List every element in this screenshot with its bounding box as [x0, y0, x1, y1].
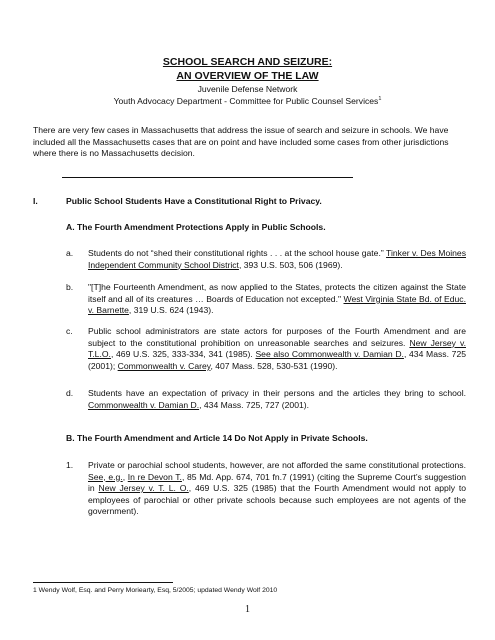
case-citation: West Virginia State Bd. of Educ. v. Barnette	[88, 293, 466, 316]
list-item-c	[66, 326, 466, 372]
list-marker: a.	[66, 248, 74, 258]
item-text: Students have an expectation of privacy in their persons and the articles they bring to school.	[88, 388, 466, 398]
case-citation: See also Commonwealth v. Damian D.	[255, 349, 404, 360]
item-text: , 434 Mass. 725, 727 (2001).	[199, 399, 310, 410]
section-divider	[62, 177, 353, 178]
item-text: , 469 U.S. 325, 333-334, 341 (1985).	[110, 349, 256, 360]
list-marker: b.	[66, 282, 74, 292]
list-item-text	[88, 248, 466, 271]
list-marker: c.	[66, 326, 73, 336]
department-line	[0, 96, 495, 106]
item-text: , 407 Mass. 528, 530-531 (1990).	[210, 360, 338, 371]
section-number: I.	[33, 196, 38, 206]
list-marker: 1.	[66, 460, 74, 470]
list-item-text	[88, 388, 466, 411]
case-citation: Tinker v. Des Moines Independent Community School District	[88, 248, 466, 270]
item-text: , 469 U.S. 325 (1985) that the Fourth Amendment would not apply to employees of parochial or other private schools because such employees are not agents of the government).	[88, 483, 467, 517]
case-citation: See, e.g.	[88, 471, 123, 482]
item-text: Students do not “shed their constitutional rights . . . at the school house gate.”	[88, 248, 384, 258]
list-item-d	[66, 388, 466, 411]
footnote-divider	[33, 582, 173, 583]
case-citation: In re Devon T.	[127, 471, 182, 482]
page-number: 1	[245, 604, 250, 615]
document-title-line1: SCHOOL SEARCH AND SEIZURE:	[162, 56, 333, 68]
item-text: , 319 U.S. 624 (1943).	[128, 305, 214, 316]
list-item-text	[88, 282, 466, 317]
list-item-1	[66, 460, 466, 518]
subsection-a-heading: A. The Fourth Amendment Protections Apply in Public Schools.	[66, 222, 326, 232]
case-citation: New Jersey v. T.L.O.	[88, 337, 466, 360]
footnote	[33, 587, 277, 594]
document-title-line2: AN OVERVIEW OF THE LAW	[176, 70, 319, 82]
department-name: Youth Advocacy Department - Committee for Public Counsel Services	[113, 96, 379, 106]
case-citation: New Jersey v. T. L. O.	[98, 483, 189, 494]
organization-name: Juvenile Defense Network	[197, 84, 298, 94]
item-text: , 85 Md. App. 674, 701 fn.7 (1991) (citing the Supreme Court’s suggestion in	[88, 471, 467, 494]
footnote-text: Wendy Wolf, Esq. and Perry Moriearty, Esq, 5/2005; updated Wendy Wolf 2010	[38, 587, 278, 594]
item-text: , 434 Mass. 725 (2001);	[88, 349, 466, 371]
item-text: Private or parochial school students, however, are not afforded the same constitutional protections.	[88, 460, 466, 470]
item-text: Public school administrators are state actors for purposes of the Fourth Amendment and are subject to the constitutional prohibition on unreasonable searches and seizures.	[88, 326, 466, 348]
case-citation: Commonwealth v. Damian D.	[88, 399, 200, 410]
list-item-text	[88, 326, 466, 372]
list-item-b	[66, 282, 466, 317]
subsection-b-heading: B. The Fourth Amendment and Article 14 Do Not Apply in Private Schools.	[66, 433, 368, 443]
list-item-a	[66, 248, 466, 271]
item-text: , 393 U.S. 503, 506 (1969).	[238, 259, 343, 270]
section-heading: Public School Students Have a Constitutional Right to Privacy.	[66, 196, 322, 206]
footnote-ref: 1	[378, 96, 382, 103]
list-marker: d.	[66, 388, 74, 398]
case-citation: Commonwealth v. Carey	[117, 360, 211, 371]
intro-paragraph: There are very few cases in Massachusetts that address the issue of search and seizure in schools. We have included all the Massachusetts cases that are on point and have included some cases from other jurisdictions where there is no Massachusetts decision.	[33, 125, 449, 159]
list-item-text	[88, 460, 466, 518]
footnote-mark: 1	[33, 587, 37, 594]
item-text: ,	[122, 471, 128, 482]
item-text: "[T]he Fourteenth Amendment, as now applied to the States, protects the citizen against the State itself and all of its creatures … Boards of Education not excepted."	[88, 282, 466, 304]
